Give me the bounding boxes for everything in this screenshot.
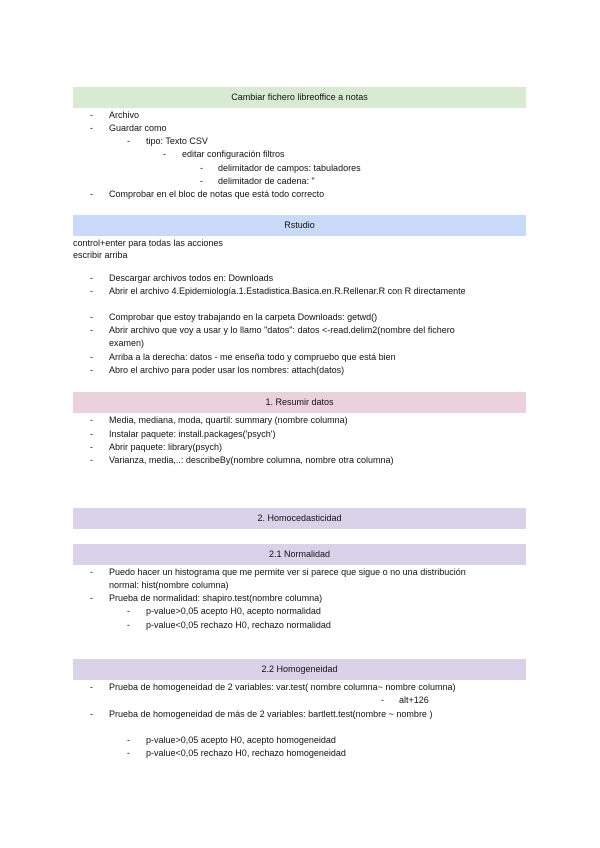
list-item: tipo: Texto CSV (146, 136, 208, 146)
list-item-continuation: normal: hist(nombre columna) (109, 580, 229, 590)
list-item: delimitador de cadena: " (218, 176, 315, 186)
bullet: - (127, 735, 130, 745)
section-header-rstudio: Rstudio (73, 215, 526, 236)
list-item: delimitador de campos: tabuladores (218, 163, 361, 173)
bullet: - (90, 429, 93, 439)
list-item: Abrir archivo que voy a usar y lo llamo "datos": datos <-read.delim2(nombre del fichero (109, 325, 455, 335)
bullet: - (127, 136, 130, 146)
section-header-normalidad: 2.1 Normalidad (73, 544, 526, 565)
list-item: Instalar paquete: install.packages('psych') (109, 429, 276, 439)
list-item: Abrir el archivo 4.Epidemiología.1.Estadistica.Basica.en.R.Rellenar.R con R directamente (109, 286, 466, 296)
bullet: - (90, 682, 93, 692)
bullet: - (127, 606, 130, 616)
bullet: - (163, 149, 166, 159)
bullet: - (90, 352, 93, 362)
list-item: Guardar como (109, 123, 167, 133)
bullet: - (200, 163, 203, 173)
list-item: Comprobar en el bloc de notas que está todo correcto (109, 189, 325, 199)
bullet: - (90, 567, 93, 577)
list-item: Comprobar que estoy trabajando en la carpeta Downloads: getwd() (109, 312, 378, 322)
list-item: Archivo (109, 110, 140, 120)
list-item: Varianza, media,..: describeBy(nombre columna, nombre otra columna) (109, 455, 394, 465)
intro-text: control+enter para todas las acciones (73, 238, 223, 248)
list-item: Arriba a la derecha: datos - me enseña todo y compruebo que está bien (109, 352, 396, 362)
bullet: - (90, 286, 93, 296)
list-item: editar configuración filtros (182, 149, 285, 159)
bullet: - (381, 695, 384, 705)
list-item: p-value>0,05 acepto H0, acepto normalidad (146, 606, 321, 616)
list-item: alt+126 (399, 695, 429, 705)
bullet: - (90, 593, 93, 603)
bullet: - (200, 176, 203, 186)
list-item: Prueba de normalidad: shapiro.test(nombre columna) (109, 593, 323, 603)
section-header-homogeneidad: 2.2 Homogeneidad (73, 659, 526, 680)
bullet: - (90, 442, 93, 452)
bullet: - (90, 709, 93, 719)
intro-text: escribir arriba (73, 250, 128, 260)
section-header-resumir: 1. Resumir datos (73, 392, 526, 413)
bullet: - (127, 748, 130, 758)
section-header-homocedasticidad: 2. Homocedasticidad (73, 508, 526, 529)
list-item: Abrir paquete: library(psych) (109, 442, 223, 452)
bullet: - (90, 110, 93, 120)
list-item: Prueba de homogeneidad de más de 2 variables: bartlett.test(nombre ~ nombre ) (109, 709, 433, 719)
list-item: Puedo hacer un histograma que me permite ver si parece que sigue o no una distribución (109, 567, 466, 577)
list-item: p-value<0,05 rechazo H0, rechazo homogeneidad (146, 748, 346, 758)
bullet: - (127, 620, 130, 630)
list-item-continuation: examen) (109, 338, 145, 348)
list-item: p-value>0,05 acepto H0, acepto homogeneidad (146, 735, 336, 745)
bullet: - (90, 312, 93, 322)
bullet: - (90, 273, 93, 283)
bullet: - (90, 365, 93, 375)
bullet: - (90, 455, 93, 465)
list-item: Media, mediana, moda, quartil: summary (nombre columna) (109, 415, 348, 425)
bullet: - (90, 123, 93, 133)
list-item: Prueba de homogeneidad de 2 variables: var.test( nombre columna~ nombre columna) (109, 682, 456, 692)
list-item: Descargar archivos todos en: Downloads (109, 273, 274, 283)
list-item: Abro el archivo para poder usar los nombres: attach(datos) (109, 365, 345, 375)
bullet: - (90, 415, 93, 425)
bullet: - (90, 189, 93, 199)
bullet: - (90, 325, 93, 335)
list-item: p-value<0,05 rechazo H0, rechazo normalidad (146, 620, 331, 630)
section-header-libreoffice: Cambiar fichero libreoffice a notas (73, 87, 526, 108)
